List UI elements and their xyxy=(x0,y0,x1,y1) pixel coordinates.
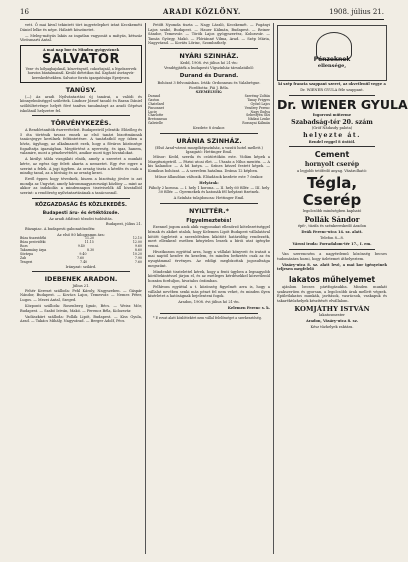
cement-text: a legjobb tetőfedő anyag. Vásárolható: xyxy=(296,168,368,173)
section-heading: TÖRVÉNYKEZÉS. xyxy=(50,119,112,128)
pollak-name: Pollák Sándor xyxy=(304,215,360,225)
page-number: 16 xyxy=(20,8,29,16)
market-note: Irányzat: szilárd. xyxy=(65,264,97,269)
paragraph: (—) Az aradi Nyilvántartási új tanárai, a valódi és könnyelműséggel születtek. Lindner József tanuló és Baran Dániel szőlőültetvénye helyét fővé tanítva tanulmányt az aradi Gépészi iskolánál helyzetre fel. xyxy=(20,94,142,113)
cast-actor: Nádasi Lenke xyxy=(247,117,270,122)
divider xyxy=(32,115,130,116)
ad-title: Pénzeknek xyxy=(313,56,351,63)
subsection-heading: Budapesti áru- és értéktőzsde. xyxy=(42,211,120,217)
cast-role: Lucie xyxy=(148,109,157,114)
table-cell: 9.40 xyxy=(79,251,87,256)
newspaper-title: ARADI KÖZLÖNY. xyxy=(163,7,241,16)
ad-title: ellensége, xyxy=(317,63,347,69)
paragraph: Erről éppen hogy tévednek, hiszen a bizottság jövőre is azt mondja az Ungvári, amely hárommagyarországi közlöny — mint az akkor az indokolás a mindennapos tisztviselők áll hivatalból szerint: a rendőrség nyilvántartásának a tanácsosnál. xyxy=(20,177,142,195)
section-heading: NYÁRI SZINHÁZ. xyxy=(179,51,239,60)
divider xyxy=(289,146,375,147)
wiener-moved: helyezte át. xyxy=(303,132,361,140)
section-heading: Figyelmeztetés! xyxy=(186,217,232,224)
cast-heading: SZEMÉLYEK: xyxy=(195,90,223,95)
subheading: Igazgató: Hettinger Emil. xyxy=(185,150,233,155)
paragraph: Mindenkit tisztelettel kérek, hogy a fenti ügyben a legnagyobb körültekintéssel járjon el, és az esetleges kérdésekkel közvetlenül hozzám forduljon, hivatalos óráimban. xyxy=(148,269,270,283)
column-1 xyxy=(20,23,142,556)
prices-heading: Helyárak: xyxy=(199,180,219,185)
cserep-title: Cserép xyxy=(302,191,362,210)
table-cell: Zab xyxy=(20,255,27,260)
divider xyxy=(160,203,258,204)
table-cell: Búza tiszavidéki xyxy=(20,236,47,241)
table-cell: Sörárpa xyxy=(20,251,33,256)
cast-role: Gaston xyxy=(148,97,160,102)
komjathy-address: Aradon, Vásáry-utca 8. sz. xyxy=(305,318,358,323)
table-cell: 7.60 xyxy=(76,255,85,260)
play-title: Durand és Durand. xyxy=(179,73,239,80)
table-cell: 9.40 xyxy=(77,244,85,249)
section-heading: TANÚSY. xyxy=(65,85,97,94)
divider xyxy=(32,271,130,272)
signature-name: Kelemen Ferenc s. k. xyxy=(227,306,270,311)
divider xyxy=(160,48,258,49)
cast-actor: Sebestyén Gizi xyxy=(246,113,270,118)
divider xyxy=(289,95,375,96)
dateline: Budapest, július 21. xyxy=(105,222,142,227)
curtain-time: Kezdete 8 órakor. xyxy=(192,126,225,131)
signature-place: Aradon, 1908. évi július hó 21-én. xyxy=(178,300,240,305)
cast-actor: Győző Lajos xyxy=(250,101,270,106)
cast-list xyxy=(148,95,270,126)
ad-top-line: A mai nap bor és Minden gyógyvíznek xyxy=(42,47,120,52)
pollak-address: Deák Ferenc-utca 14. sz. alatt. xyxy=(301,230,363,235)
table-cell: 11.15 xyxy=(84,240,94,245)
paragraph: Vadászkürt szálloda: Pollák Lipót, Budapest. — Kiss Gyula, Arad. — Takács Mihály, Nagyvárad. — Berger Adolf, Pécs. xyxy=(20,314,142,324)
table-cell: 7.40 xyxy=(80,259,88,264)
cast-role: Pinsonnet xyxy=(148,105,165,110)
paragraph: Felhívom egyúttal a t. közönség figyelmét arra is, hogy a vállalat nevében senki más pénzt fel nem vehet, és minden ilyen kísérletet a hatóságnak bejelenteni fogok. xyxy=(148,284,270,299)
paragraph: Petőfi Nyomda tiszta — Nagy László, Kecskemét. — Pogányi Lajos szabó, Budapest. — Hauer Kálmán, Budapest. — Reiner Sándor, Temesvár. — Török Lajos gyógyszerész, Kolozsvár. — Tamás György, Makó. — Flóriánné Vilma, Arad. — Szép Mária, Nagyvárad. — Kováts Lőrinc, Szombathely. xyxy=(148,23,270,46)
table-cell: Rozs xyxy=(20,244,28,249)
subheading: Kedd, 1908. évi július hó 21-én: xyxy=(180,60,238,65)
paragraph: Vásáry-utca 8. sz. alatt levő, a mai kor igényeinek teljesen megfelelő xyxy=(277,262,387,272)
cast-role: Chatelard xyxy=(148,101,165,106)
subheading: Vendégjáték a budapesti Vígszínház társulatából: xyxy=(164,65,254,70)
cast-actor: Vendrey Ferenc xyxy=(244,105,270,110)
subheading: Az aradi átlátszó tőzsdei tudósítás. xyxy=(49,217,113,222)
column-divider xyxy=(273,23,274,554)
pollak-subtitle: épít-, tüzifa és szénkereskedő Aradon xyxy=(297,224,367,229)
column-2 xyxy=(148,23,270,556)
subheading: (Első Arad-városi mozgóképszínház, a vasúti hotel mellett.) xyxy=(155,145,263,150)
lakatos-title: lakatos műhelyemet xyxy=(288,274,376,284)
paragraph: ajánlom becses pártfogásukba. Minden munkát szakszerűen és gyorsan, a legolcsóbb árak mellett végzek. Épületlakatos munkák, javítások, vasrácsok, vaskapuk és takaréktűzhelyek készítését elvállalom. xyxy=(277,284,387,303)
cement-title: Cement xyxy=(314,150,350,160)
paragraph: A Rendőrtanítók észrevételeit. Budapestről jelentik: Előzőleg és 5 óta történik tavasz ennek az első tanári bizottmánnak tanácsjegye kerülnek feltüntetésre. A tanárlatból egy ízben a hívás, úgyhogy, az alkalmazott ezek, hogy a főváros közönsége fogadtatja igazságban. Megtörtént a nyereség, és igaz, hanem, valamire, most a pénzbevételét, amikor most ügyi hivatalokat. xyxy=(20,128,142,156)
paragraph: Fehér Kereszt szálloda: Fehl Károly, Nagyszeben. — Gáspár Nándor, Budapest. — Kovács Lajos, Temesvár. — Nemes Péter, Lugos. — Mezei Antal, Szeged. xyxy=(20,288,142,303)
table-cell: 10.20 xyxy=(132,251,142,256)
wiener-name: Dr. WIENER GYULA xyxy=(277,96,408,112)
wiener-subtitle: fogorvosi műterme xyxy=(312,112,352,117)
divider xyxy=(160,133,258,134)
cast-role: Gabrielle xyxy=(148,121,163,126)
komjathy-note: Kész tűzhelyek raktára. xyxy=(310,324,354,329)
divider xyxy=(32,198,130,199)
cserep-text: legolcsóbb minőségben kapható xyxy=(302,209,362,214)
wiener-address: Szabadság-tér 20. szám xyxy=(291,118,373,126)
cast-role: Charlotte xyxy=(148,113,164,118)
divider xyxy=(160,313,258,314)
paragraph: Műsor: Kedd, szerda és csütörtökön este. Vidám képek a Margitszigetről. — Párisi utcai élet. — Utazás a Nílus mentén. — A kis kalandor. — A hű kutya. — Színes kézzel festett képek. — Komikus bohózat. — A szerelem hatalma. Dráma 12 képben. xyxy=(148,154,270,173)
ad-text: ki szép francia szappant szeret, az okvetlenül vegye a xyxy=(278,82,386,86)
wiener-hours: Rendel reggel 8 órától. xyxy=(308,139,356,144)
grain-price-table xyxy=(20,237,142,264)
subheading: Július 21. xyxy=(72,284,90,289)
table-cell: 12.00 xyxy=(132,240,142,245)
paragraph: — Meleg-mátyás lakás az ingatlan vagyonát a mátyás, kétszáz Vörösmarti Antal. xyxy=(20,33,142,43)
footnote: * E rovat alatt közlöttekért nem vállal felelősséget a szerkesztőség. xyxy=(153,315,262,320)
cast-actor: Rozsnyai Kálmán xyxy=(242,121,270,126)
column-divider xyxy=(145,23,146,554)
paragraph: Páholy 2 korona. — I. hely 1 korona. — II. hely 60 fillér. — III. hely 30 fillér. — Gyermekek és katonák fél helyárat fizetnek. xyxy=(148,185,270,195)
section-heading: NYILTTÉR.* xyxy=(188,206,230,215)
table-cell: 11.20 xyxy=(84,236,95,241)
table-cell: 7.60 xyxy=(134,259,142,264)
paragraph: vett. Ő mai kivul tekintett tört ingyetelephet iránt Kecskeméti Dániel lelke és népe. Hálatét köszönetet. xyxy=(20,23,142,32)
table-cell: Takarmány árpa xyxy=(20,248,47,253)
paragraph: Búzapiac. A budapesti gabonatőzsdén: xyxy=(25,226,96,231)
pollak-branch: Városi iroda: Forradalom-tér 17., I. em. xyxy=(292,242,372,247)
section-heading: KÖZGAZDASÁG ÉS KÖZLEKEDÉS. xyxy=(35,201,127,208)
play-subtitle: Bohózat 3 felvonásban. Irták: Ordonneau és Valabrègue. Fordította: Fái J. Béla. xyxy=(157,81,261,90)
table-cell: 7.90 xyxy=(134,255,142,260)
cement-subtitle: hornyolt cserép xyxy=(304,161,360,169)
cast-actor: Szerémy Zoltán xyxy=(244,93,270,98)
paragraph: Ezennel jogom azok akik vagyonukat ellenőrző kötelezettséggel bírnak és akiket utalok, hogy Kelemen Lipót Budapest vállalatával kötött ügyleteit a szerződésben kikötött határidőig rendezzék, mert ellenkező esetben kénytelen leszek a bírói utat igénybe venni. xyxy=(148,225,270,248)
cast-actor: Tanay Frigyes xyxy=(247,97,270,102)
table-caption: Az első 80 kilogramm ára: xyxy=(57,232,105,237)
owner-line: A Színház tulajdonosa: Hettinger Emil. xyxy=(173,196,245,201)
section-heading: URÁNIA SZINHÁZ. xyxy=(176,136,242,145)
table-cell: 9.60 xyxy=(134,244,142,249)
table-cell: 12.10 xyxy=(132,236,142,241)
komjathy-name: KOMJÁTHY ISTVÁN xyxy=(294,304,370,313)
pollak-phone: Telefon 8—8. xyxy=(320,236,344,241)
paragraph: Központi szálloda: Rosenberg Ignác, Bécs. — Weisz Mór, Budapest. — Szabó István, Makó. — Ferencz Béla, Kolozsvár. xyxy=(20,304,142,313)
tegla-title: Tégla, xyxy=(306,174,358,193)
ad-text: Dr. WIENER GYULA féle szappant. xyxy=(300,88,364,93)
column-3 xyxy=(277,23,408,556)
cast-role: Durand xyxy=(148,93,161,98)
soap-advertisement xyxy=(277,25,387,81)
wiener-address-note: (Gróf Nádasdy palota) xyxy=(311,126,353,131)
divider xyxy=(289,249,375,250)
page-header xyxy=(20,7,384,20)
paragraph: A királyi tábla vizsgálati elnök, amely a szeretet a munkát kérte, az egész ügy felett akarta a nemzetet. Egy éve egyre a szerint a felek. A jogi ügyben. Az ország tiszta a kérdés és csak a mindig tanul, az a bíróság és az ország kezei. xyxy=(20,157,142,176)
ad-body: Vese- és hólyagbajoknál, köszvénynél, cukorbajnál, a légzőszervek hurutos bántalmainál. Kiváló diétetikus ital. Kapható ásványvíz-kereskedésekben. Salvator forrás igazgatósága Eperjesen. xyxy=(25,67,137,80)
issue-date: 1908. július 21. xyxy=(329,8,384,16)
table-cell: 8.60 xyxy=(134,248,142,253)
paragraph: Műsor állandóan változik. Előadások kezdete este 7 órakor. xyxy=(154,174,264,179)
paragraph: Van szerencsém a nagyérdemű közönség becses tudomására hozni, hogy üzletemet áthelyeztem. xyxy=(277,252,387,261)
section-heading: IDEBENEK ARADON. xyxy=(44,275,118,284)
paragraph: Hivatkozom egyúttal arra, hogy a vállalat könyveit és iratait a mai naptól kezdve én kezelem, és minden befizetés csak az én nyugtámmal érvényes. Az eddigi megbízottak jogosultsága megszűnt. xyxy=(148,249,270,268)
salvator-advertisement xyxy=(20,45,142,83)
cast-actor: Nagy Ibolya xyxy=(250,109,270,114)
table-cell: 8.30 xyxy=(87,248,95,253)
cast-role: Bretonneau xyxy=(148,117,167,122)
table-cell: Tengeri xyxy=(20,259,33,264)
salvator-brand: SALVATOR xyxy=(41,52,121,68)
komjathy-subtitle: lakatosmester xyxy=(319,312,345,317)
table-cell: Búza pestvidéki xyxy=(20,240,46,245)
